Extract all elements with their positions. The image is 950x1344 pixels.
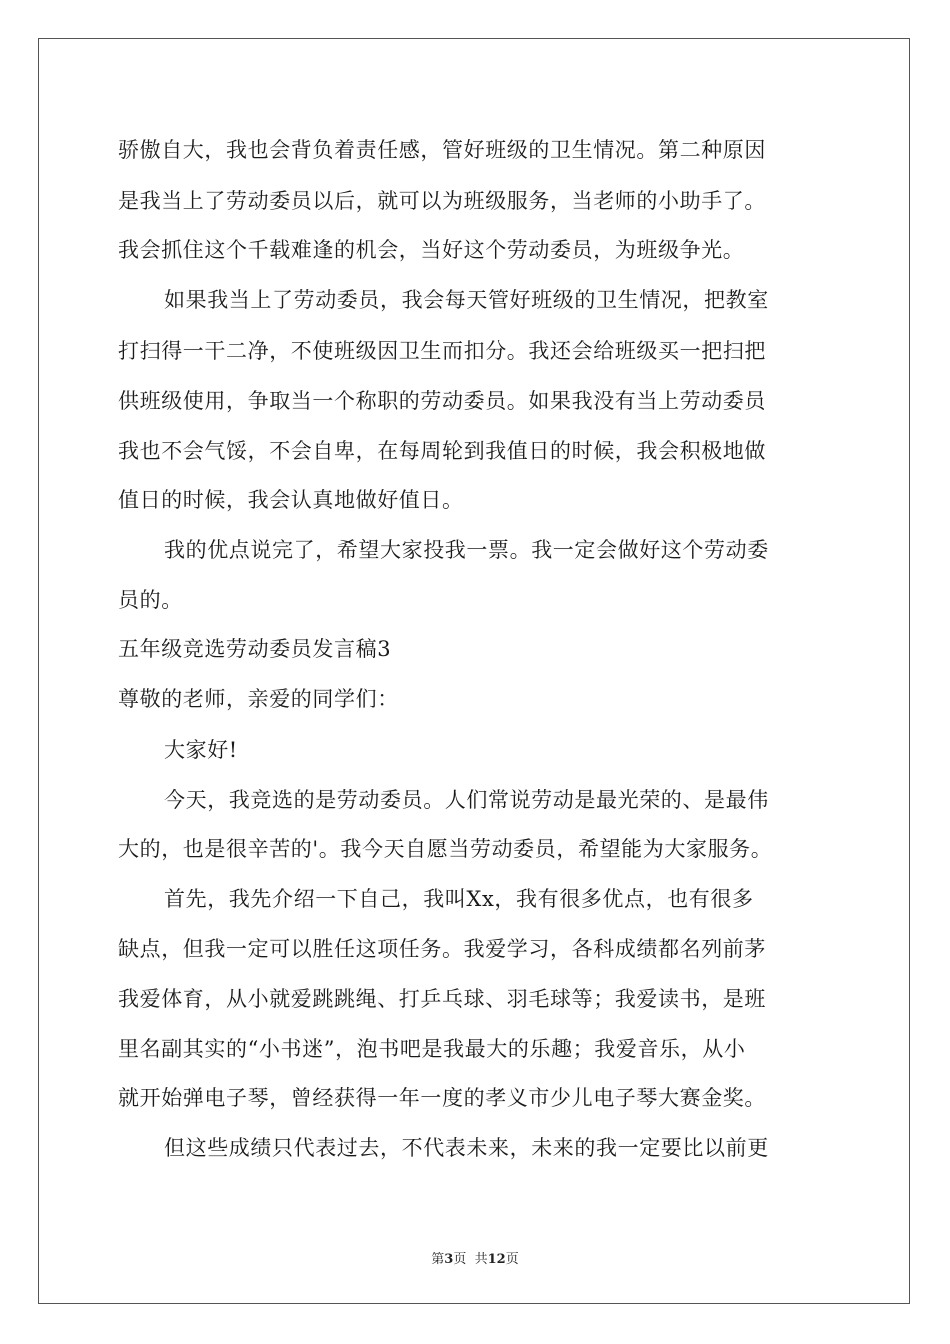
footer-suffix: 页 bbox=[505, 1252, 519, 1267]
text-line: 供班级使用，争取当一个称职的劳动委员。如果我没有当上劳动委员 bbox=[118, 389, 766, 413]
footer-prefix: 第 bbox=[431, 1252, 445, 1267]
paragraph-start: 如果我当上了劳动委员，我会每天管好班级的卫生情况，把教室 bbox=[164, 288, 769, 312]
footer-mid: 页 共 bbox=[453, 1252, 488, 1267]
page-border bbox=[38, 38, 910, 1304]
text-line: 骄傲自大，我也会背负着责任感，管好班级的卫生情况。第二种原因 bbox=[118, 138, 766, 162]
text-line: 是我当上了劳动委员以后，就可以为班级服务，当老师的小助手了。 bbox=[118, 189, 766, 213]
paragraph-start: 但这些成绩只代表过去，不代表未来，未来的我一定要比以前更 bbox=[164, 1136, 769, 1160]
paragraph-start: 首先，我先介绍一下自己，我叫Xx，我有很多优点，也有很多 bbox=[164, 887, 754, 911]
text-line: 就开始弹电子琴，曾经获得一年一度的孝义市少儿电子琴大赛金奖。 bbox=[118, 1086, 766, 1110]
current-page-number: 3 bbox=[444, 1252, 454, 1267]
text-line: 我会抓住这个千载难逢的机会，当好这个劳动委员，为班级争光。 bbox=[118, 238, 745, 262]
text-line: 里名副其实的“小书迷”，泡书吧是我最大的乐趣；我爱音乐，从小 bbox=[118, 1037, 746, 1061]
text-line: 员的。 bbox=[118, 588, 183, 612]
page-number-footer bbox=[0, 1248, 950, 1267]
text-line: 打扫得一干二净，不使班级因卫生而扣分。我还会给班级买一把扫把 bbox=[118, 339, 766, 363]
total-page-number: 12 bbox=[487, 1252, 506, 1267]
greeting: 大家好! bbox=[164, 738, 238, 762]
salutation: 尊敬的老师，亲爱的同学们： bbox=[118, 687, 399, 711]
text-line: 值日的时候，我会认真地做好值日。 bbox=[118, 488, 464, 512]
text-line: 大的，也是很辛苦的'。我今天自愿当劳动委员，希望能为大家服务。 bbox=[118, 837, 773, 861]
text-line: 缺点，但我一定可以胜任这项任务。我爱学习，各科成绩都名列前茅 bbox=[118, 937, 766, 961]
text-line: 我也不会气馁，不会自卑，在每周轮到我值日的时候，我会积极地做 bbox=[118, 439, 766, 463]
text-line: 我爱体育，从小就爱跳跳绳、打乒乓球、羽毛球等；我爱读书，是班 bbox=[118, 987, 766, 1011]
paragraph-start: 今天，我竞选的是劳动委员。人们常说劳动是最光荣的、是最伟 bbox=[164, 788, 769, 812]
section-title: 五年级竞选劳动委员发言稿3 bbox=[118, 637, 392, 661]
paragraph-start: 我的优点说完了，希望大家投我一票。我一定会做好这个劳动委 bbox=[164, 538, 769, 562]
